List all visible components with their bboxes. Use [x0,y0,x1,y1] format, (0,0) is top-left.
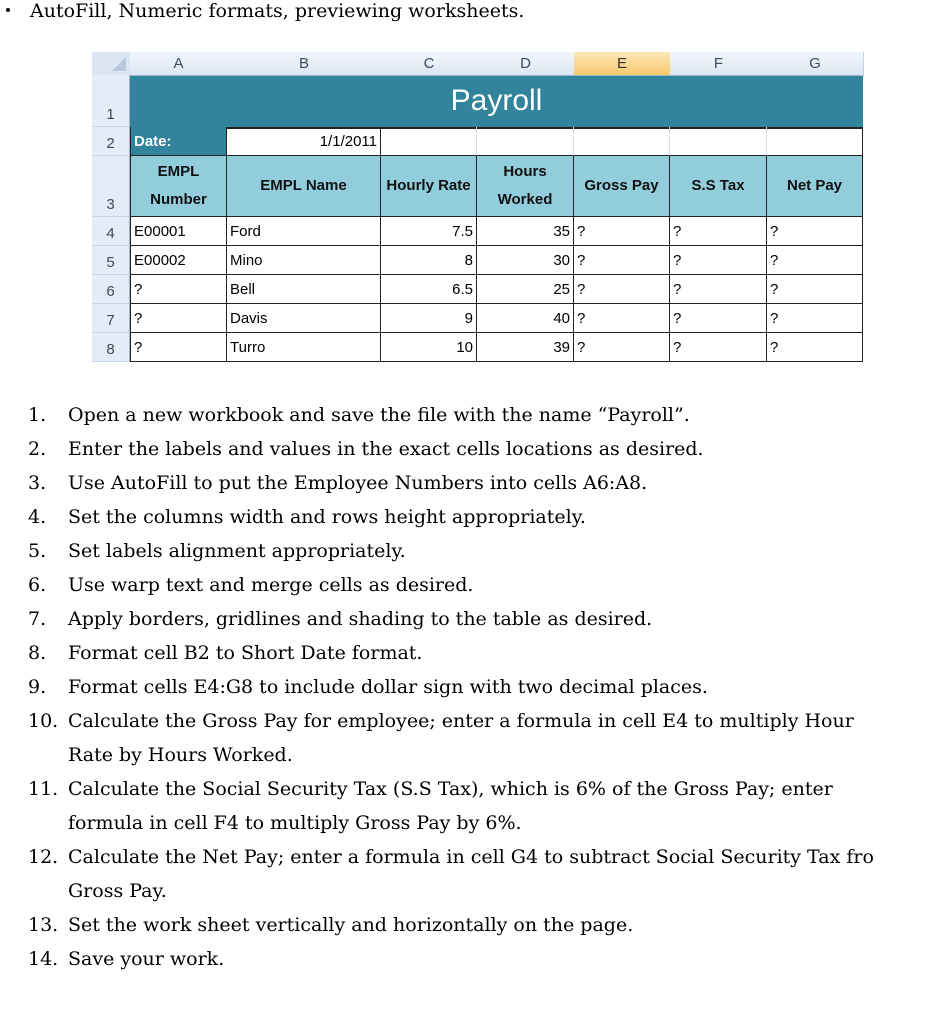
step-number: 4. [28,506,47,528]
date-label-cell: Date: [130,127,227,156]
row-header-4: 4 [92,217,130,246]
document-heading [0,0,524,22]
column-title-cell: Net Pay [767,156,863,217]
data-cell: ? [767,333,863,362]
empty-cell [767,127,863,156]
instruction-item [0,602,948,636]
step-text: Set the columns width and rows height appropriately. [68,506,586,528]
empty-cell [670,127,767,156]
step-text: Calculate the Social Security Tax (S.S Tax), which is 6% of the Gross Pay; enter [68,778,833,800]
data-cell: Mino [227,246,381,275]
column-title-cell: EMPL Name [227,156,381,217]
step-text: Calculate the Net Pay; enter a formula in cell G4 to subtract Social Security Tax fro [68,846,874,868]
data-cell: ? [670,246,767,275]
step-number: 9. [28,676,47,698]
step-number: 3. [28,472,47,494]
row-header-6: 6 [92,275,130,304]
step-number: 6. [28,574,47,596]
step-text: Format cell B2 to Short Date format. [68,642,423,664]
column-header-g: G [767,52,864,76]
data-cell: ? [670,217,767,246]
column-title-cell: EMPL Number [130,156,227,217]
data-cell: Ford [227,217,381,246]
column-header-a: A [130,52,228,76]
payroll-title-cell: Payroll [130,75,863,129]
step-number: 1. [28,404,47,426]
heading-text: AutoFill, Numeric formats, previewing worksheets. [30,0,525,22]
step-text: Enter the labels and values in the exact cells locations as desired. [68,438,704,460]
data-cell: 30 [477,246,574,275]
instruction-item [0,670,948,704]
step-text: Apply borders, gridlines and shading to the table as desired. [68,608,653,630]
step-number: 5. [28,540,47,562]
data-cell: Turro [227,333,381,362]
step-text: Calculate the Gross Pay for employee; enter a formula in cell E4 to multiply Hour [68,710,854,732]
row-header-7: 7 [92,304,130,333]
step-number: 13. [28,914,59,936]
data-cell: ? [574,246,670,275]
step-text: Set the work sheet vertically and horizontally on the page. [68,914,634,936]
instruction-item [0,568,948,602]
row-header-3: 3 [92,156,130,217]
instruction-item [0,534,948,568]
data-cell: ? [767,275,863,304]
step-number: 12. [28,846,59,868]
step-number: 8. [28,642,47,664]
instructions-list [0,398,948,976]
data-cell: 25 [477,275,574,304]
instruction-item [0,942,948,976]
date-value-cell: 1/1/2011 [227,127,381,156]
data-cell: ? [670,304,767,333]
step-text-continued: Gross Pay. [68,880,167,902]
data-cell: ? [574,333,670,362]
instruction-item [0,772,948,840]
step-number: 2. [28,438,47,460]
data-cell: 8 [381,246,477,275]
data-cell: ? [767,304,863,333]
data-cell: E00002 [130,246,227,275]
step-number: 11. [28,778,59,800]
step-text-continued: Rate by Hours Worked. [68,744,293,766]
data-cell: ? [574,275,670,304]
empty-cell [381,127,477,156]
data-cell: 6.5 [381,275,477,304]
column-title-cell: S.S Tax [670,156,767,217]
empty-cell [574,127,670,156]
step-text: Open a new workbook and save the file with the name “Payroll”. [68,404,690,426]
data-cell: ? [130,275,227,304]
data-cell: 10 [381,333,477,362]
step-number: 10. [28,710,59,732]
instruction-item [0,908,948,942]
data-cell: ? [574,304,670,333]
instruction-item [0,704,948,772]
data-cell: ? [670,333,767,362]
data-cell: 9 [381,304,477,333]
data-cell: 40 [477,304,574,333]
bullet-icon [6,8,10,12]
data-cell: E00001 [130,217,227,246]
instruction-item [0,500,948,534]
column-header-c: C [381,52,478,76]
column-header-b: B [227,52,382,76]
step-text: Use warp text and merge cells as desired. [68,574,474,596]
step-text: Set labels alignment appropriately. [68,540,406,562]
column-title-cell: Hourly Rate [381,156,477,217]
data-cell: ? [130,304,227,333]
data-cell: ? [767,217,863,246]
data-cell: ? [574,217,670,246]
column-header-e: E [574,52,671,76]
data-cell: 7.5 [381,217,477,246]
row-header-2: 2 [92,127,130,156]
instruction-item [0,466,948,500]
instruction-item [0,840,948,908]
step-text: Use AutoFill to put the Employee Numbers into cells A6:A8. [68,472,648,494]
row-header-8: 8 [92,333,130,362]
instruction-item [0,398,948,432]
step-text: Format cells E4:G8 to include dollar sign with two decimal places. [68,676,708,698]
column-header-d: D [477,52,575,76]
column-title-cell: Hours Worked [477,156,574,217]
data-cell: ? [767,246,863,275]
data-cell: Davis [227,304,381,333]
step-text-continued: formula in cell F4 to multiply Gross Pay by 6%. [68,812,522,834]
data-cell: 39 [477,333,574,362]
data-cell: ? [670,275,767,304]
instruction-item [0,432,948,466]
step-number: 7. [28,608,47,630]
column-title-cell: Gross Pay [574,156,670,217]
column-header-f: F [670,52,768,76]
row-header-1: 1 [92,75,130,127]
data-cell: 35 [477,217,574,246]
step-number: 14. [28,948,59,970]
empty-cell [477,127,574,156]
select-all-corner [92,52,131,76]
row-header-5: 5 [92,246,130,275]
step-text: Save your work. [68,948,225,970]
data-cell: Bell [227,275,381,304]
instruction-item [0,636,948,670]
data-cell: ? [130,333,227,362]
